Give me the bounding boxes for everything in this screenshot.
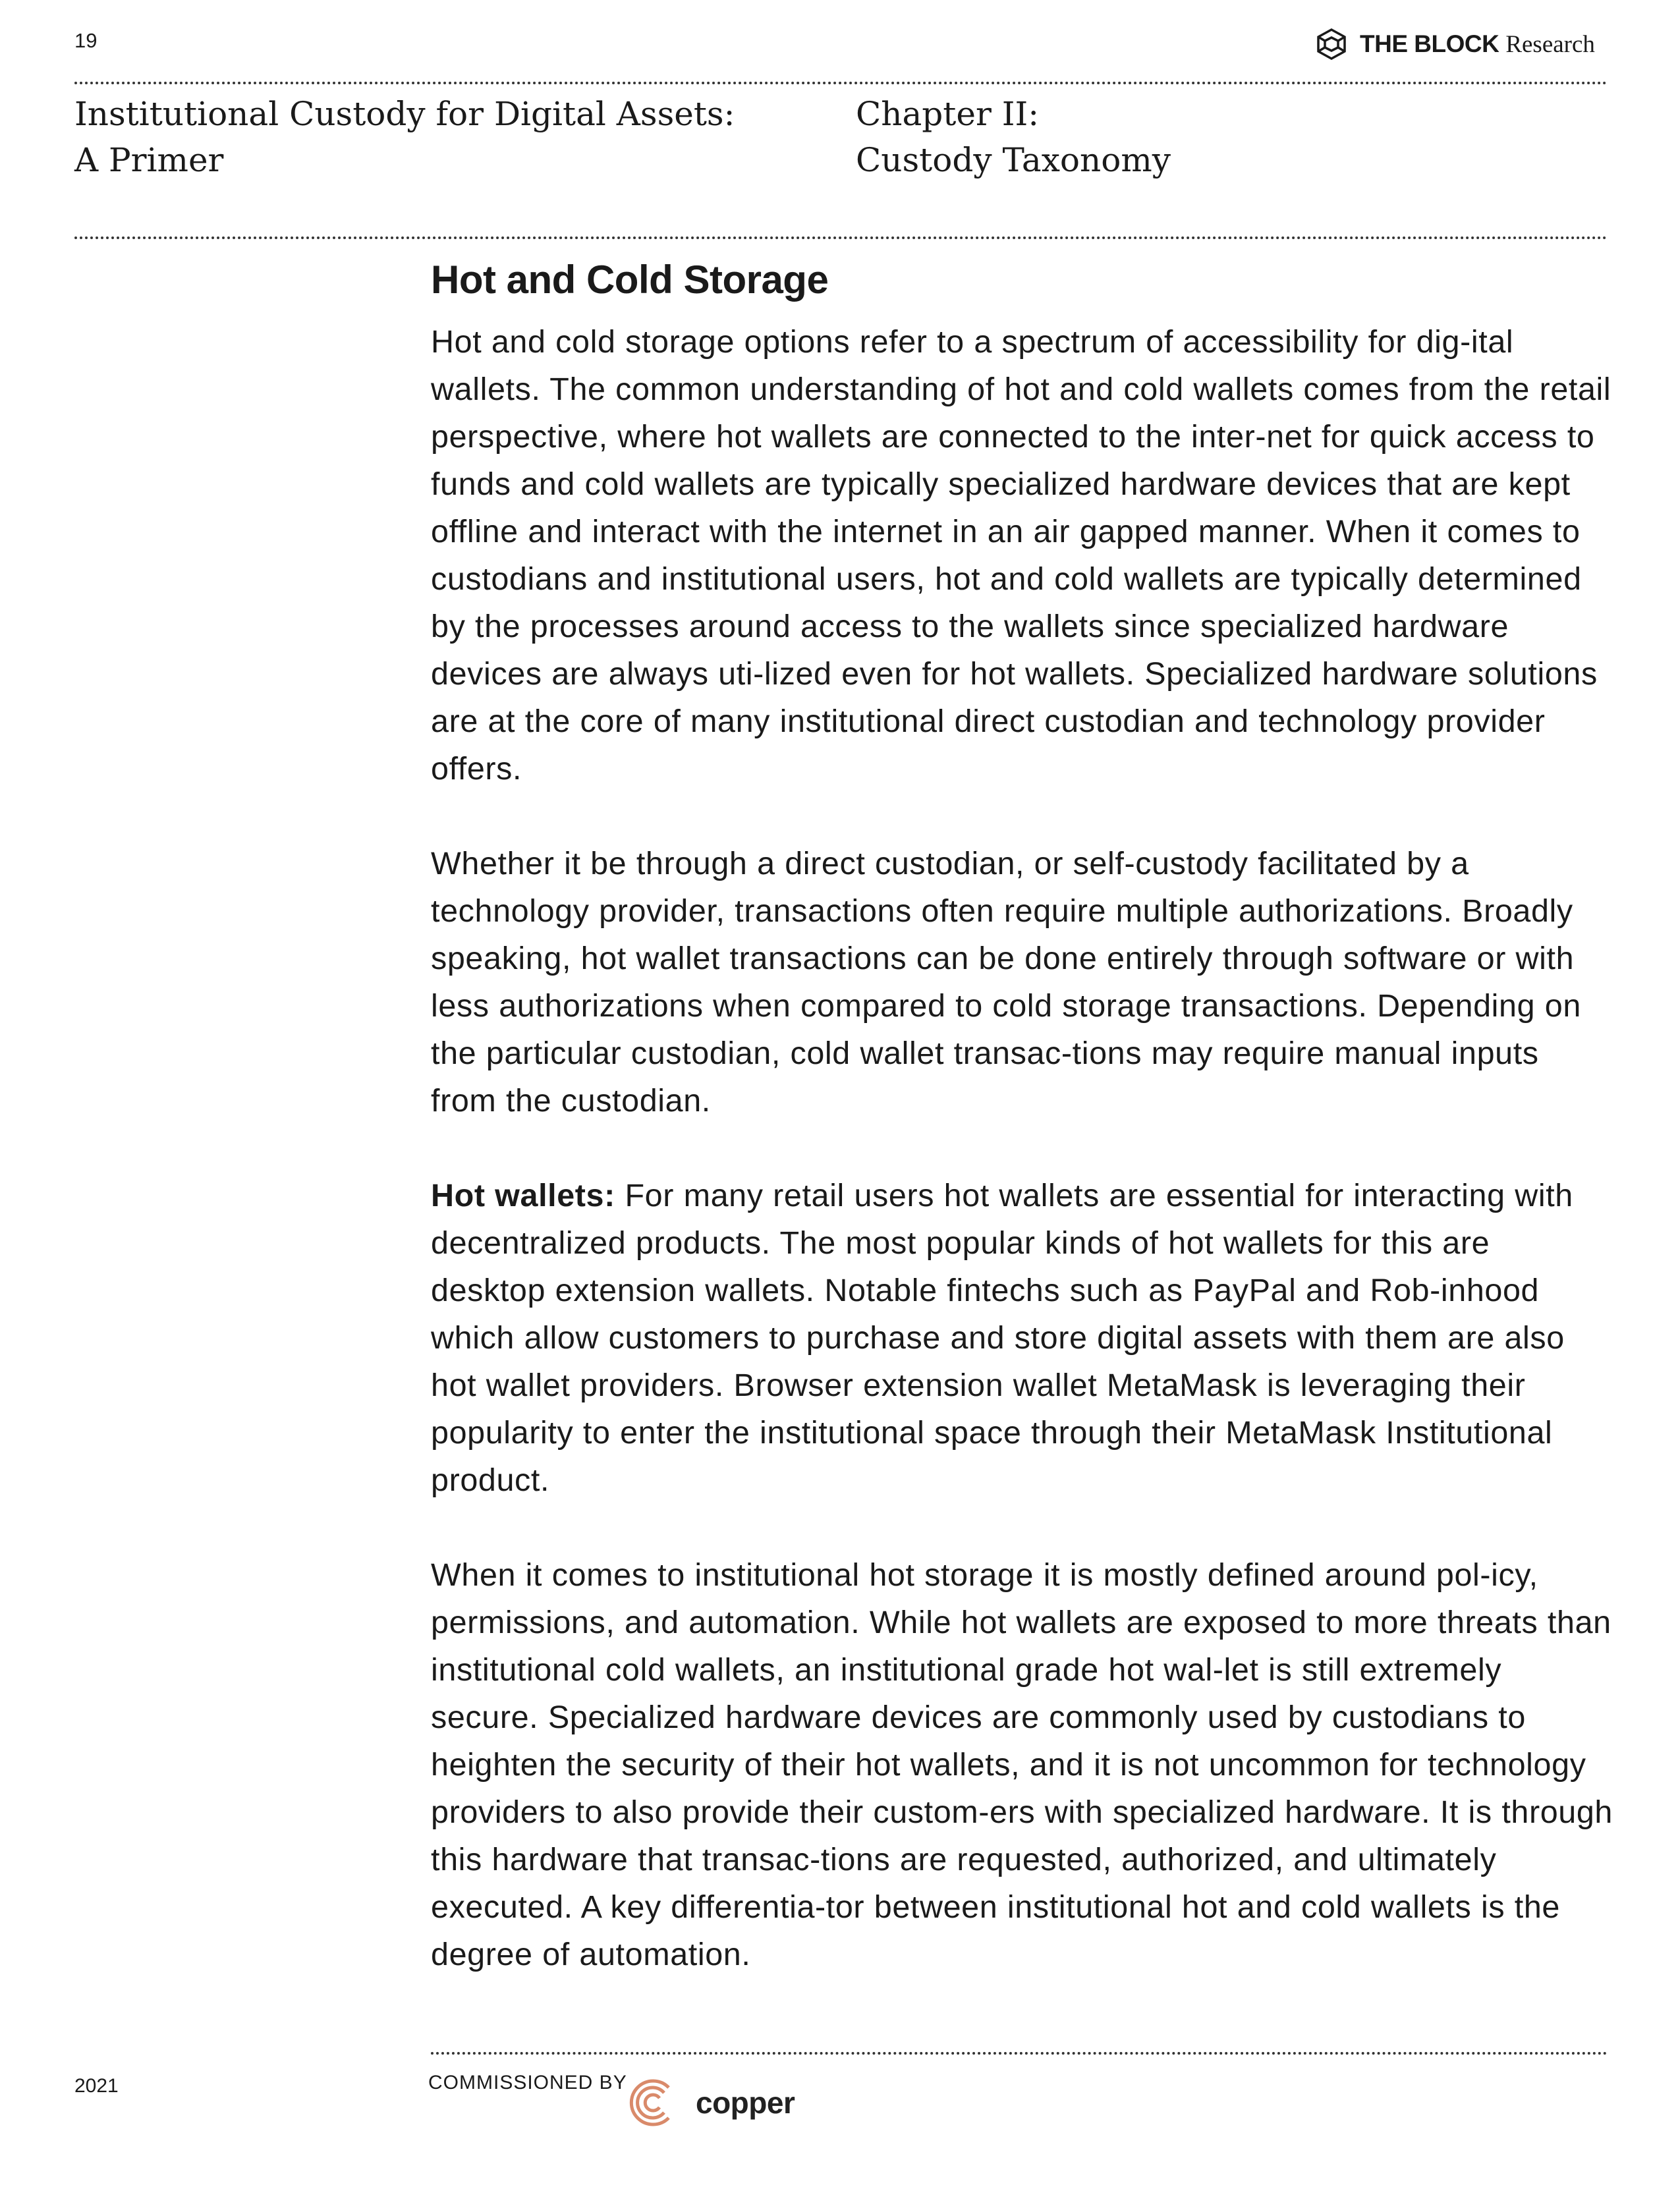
- footer-divider: [431, 2052, 1608, 2055]
- copper-logo-icon: [625, 2074, 681, 2131]
- document-title: [74, 91, 735, 183]
- chapter-title-line2: Custody Taxonomy: [856, 141, 1171, 179]
- sponsor-name: copper: [696, 2086, 795, 2120]
- paragraph-institutional-hot-storage: When it comes to institutional hot storage it is mostly defined around pol-icy, permissions, and automation. While hot wallets are exposed to more threats than institutional cold wallets, an institutional grade hot wal-let is still extremely secure. Specialized hardware devices are commonly used by custodians to heighten the security of their hot wallets, and it is not uncommon for technology providers to also provide their custom-ers with specialized hardware. It is through this hardware that transac-tions are requested, authorized, and ultimately executed. A key differentia-tor between institutional hot and cold wallets is the degree of automation.: [431, 1557, 1613, 1972]
- paragraph-hot-wallets: [431, 1172, 1613, 1504]
- commissioned-by-label: COMMISSIONED BY: [428, 2072, 627, 2093]
- footer-year: 2021: [74, 2075, 119, 2097]
- document-title-line2: A Primer: [74, 141, 224, 179]
- header-divider: [74, 82, 1608, 84]
- cube-icon: [1315, 28, 1348, 61]
- paragraph-storage-overview: Hot and cold storage options refer to a spectrum of accessibility for dig-ital wallets. The common understanding of hot and cold wallets comes from the retail perspective, where hot wallets are connected to the inter-net for quick access to funds and cold wallets are typically specialized hardware devices that are kept offline and interact with the internet in an air gapped manner. When it comes to custodians and institutional users, hot and cold wallets are typically determined by the processes around access to the wallets since specialized hardware devices are always uti-lized even for hot wallets. Specialized hardware solutions are at the core of many institutional direct custodian and technology provider offers.: [431, 324, 1611, 787]
- chapter-title: [856, 91, 1171, 183]
- main-content: [431, 254, 1613, 2026]
- hot-wallets-text: For many retail users hot wallets are essential for interacting with decentralized products. The most popular kinds of hot wallets for this are desktop extension wallets. Notable fintechs such as PayPal and Rob-inhood which allow customers to purchase and store digital assets with them are also hot wallet providers. Browser extension wallet MetaMask is leveraging their popularity to enter the institutional space through their MetaMask Institutional product.: [431, 1178, 1573, 1498]
- document-title-line1: Institutional Custody for Digital Assets:: [74, 95, 735, 133]
- brand-logo: [1315, 28, 1595, 61]
- brand-sub: Research: [1505, 30, 1595, 58]
- chapter-title-line1: Chapter II:: [856, 95, 1040, 133]
- brand-name: THE BLOCK: [1360, 30, 1499, 57]
- title-divider: [74, 236, 1608, 239]
- page-number: 19: [74, 29, 98, 52]
- paragraph-authorizations: Whether it be through a direct custodian, or self-custody facilitated by a technology provider, transactions often require multiple authorizations. Broadly speaking, hot wallet transactions can be done entirely through software or with less authorizations when compared to cold storage transactions. Depending on the particular custodian, cold wallet transac-tions may require manual inputs from the custodian.: [431, 846, 1581, 1119]
- section-heading: Hot and Cold Storage: [431, 258, 829, 302]
- sponsor-logo: [625, 2074, 795, 2131]
- hot-wallets-label: Hot wallets:: [431, 1178, 615, 1213]
